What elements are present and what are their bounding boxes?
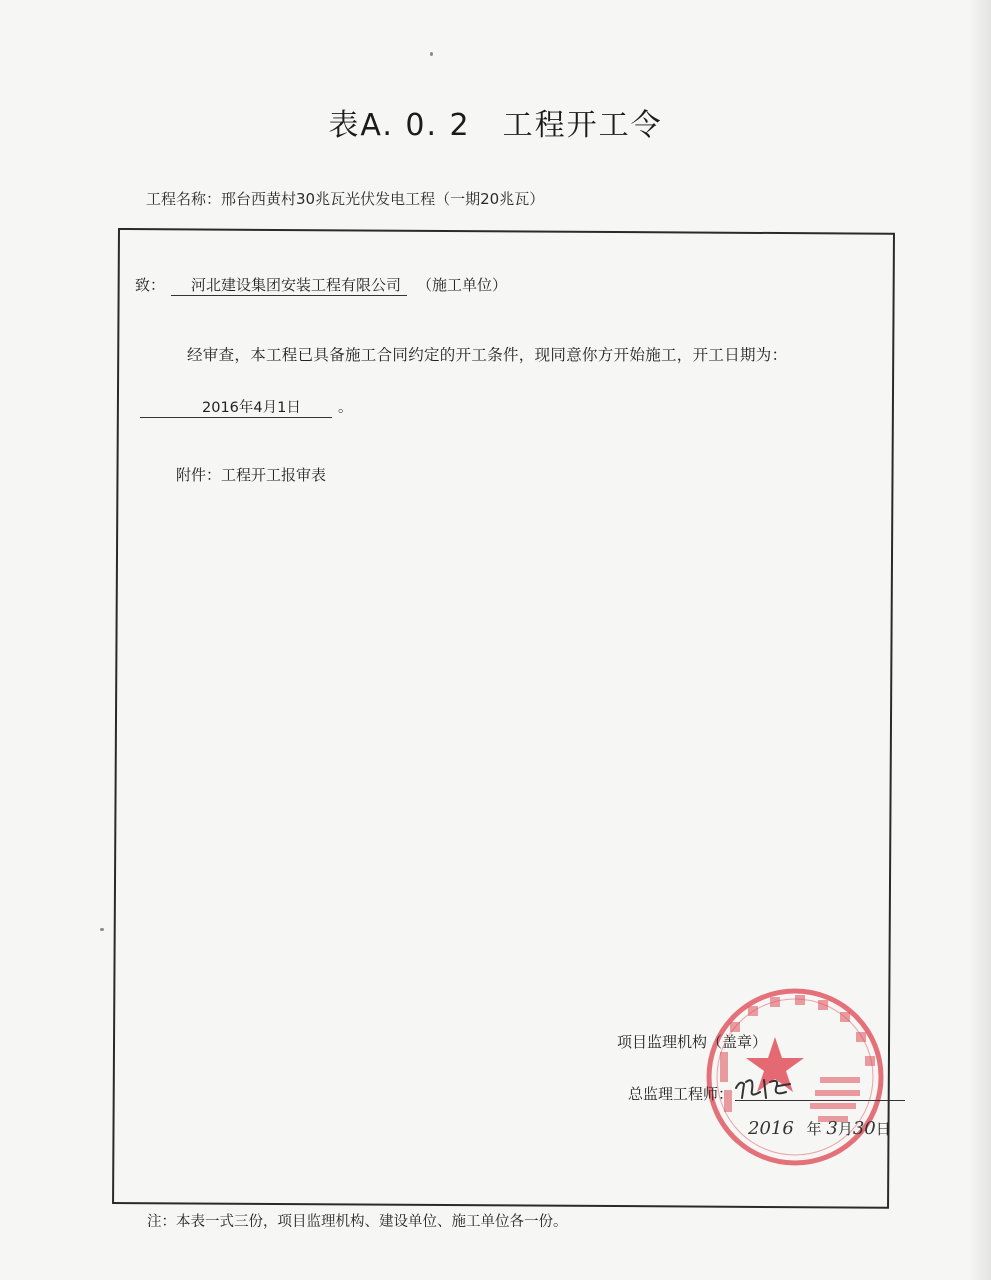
start-date-line — [140, 396, 353, 418]
sign-month-suffix: 月 — [837, 1120, 853, 1138]
start-date: 2016年4月1日 — [140, 396, 332, 418]
recipient-unit: 河北建设集团安装工程有限公司 — [171, 274, 407, 296]
recipient-line — [135, 274, 507, 296]
project-name-line — [146, 188, 544, 209]
recipient-unit-suffix: （施工单位） — [417, 276, 508, 294]
scan-speck — [430, 52, 433, 56]
attachment-block — [176, 464, 336, 486]
scan-speck — [100, 928, 104, 931]
supervision-org-label: 项目监理机构（盖章） — [617, 1033, 768, 1051]
project-label: 工程名称： — [146, 190, 222, 208]
handwritten-signature — [730, 1058, 800, 1118]
sign-day: 30 — [852, 1118, 876, 1139]
to-label: 致： — [135, 276, 166, 294]
project-name: 邢台西黄村30兆瓦光伏发电工程（一期20兆瓦） — [221, 190, 545, 208]
sign-date — [748, 1118, 891, 1139]
chief-engineer-label: 总监理工程师： — [628, 1085, 734, 1103]
footer-note: 注：本表一式三份，项目监理机构、建设单位、施工单位各一份。 — [147, 1214, 568, 1230]
attachment-text: 工程开工报审表 — [221, 466, 327, 484]
attachment-label: 附件： — [176, 466, 222, 484]
sign-year-suffix: 年 — [806, 1120, 822, 1138]
form-title: 表A. 0. 2 工程开工令 — [328, 108, 663, 143]
sign-month: 3 — [826, 1118, 838, 1139]
approval-text: 经审查，本工程已具备施工合同约定的开工条件，现同意你方开始施工，开工日期为： — [187, 346, 788, 364]
sign-day-suffix: 日 — [875, 1120, 891, 1138]
scan-edge-shadow — [969, 0, 991, 1280]
start-date-period: 。 — [338, 400, 353, 416]
sign-year: 2016 — [748, 1118, 794, 1139]
